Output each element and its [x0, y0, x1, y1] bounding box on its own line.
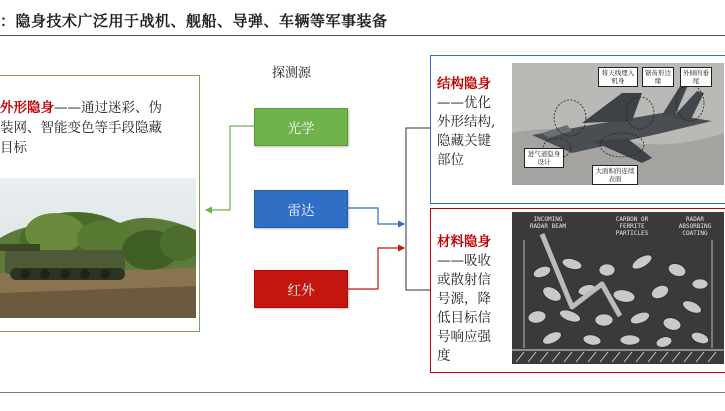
- optical-node: 光学: [254, 108, 348, 146]
- callout-embedded-antenna: 将天线埋入机身: [598, 67, 638, 87]
- infrared-node: 红外: [254, 270, 348, 308]
- material-line-4: 低目标信: [437, 310, 491, 326]
- shape-stealth-line2: 装网、智能变色等手段隐藏: [0, 120, 162, 136]
- shape-stealth-title: 外形隐身: [0, 100, 54, 116]
- material-stealth-text: [437, 233, 509, 366]
- shape-stealth-line1: ——通过迷彩、伪: [54, 100, 162, 116]
- callout-sawtooth-edge: 锯齿形边缘: [642, 67, 674, 87]
- radar-connector: [346, 208, 404, 224]
- material-line-5: 号响应强: [437, 329, 491, 345]
- callout-intake-design: 进气道隐身设计: [524, 148, 564, 168]
- radar-node: 雷达: [254, 190, 348, 228]
- material-stealth-title: 材料隐身: [437, 234, 491, 250]
- page-title: ：隐身技术广泛用于战机、舰船、导弹、车辆等军事装备: [0, 12, 388, 30]
- callout-canted-tails: 外倾的垂尾: [680, 67, 712, 87]
- detection-source-label: 探测源: [272, 66, 312, 81]
- bottom-divider: [0, 392, 725, 393]
- material-line-3: 号源，降: [437, 291, 491, 307]
- structure-line-4: 部位: [437, 152, 464, 168]
- structure-line-2: 外形结构,: [437, 114, 496, 130]
- structure-line-1: ——优化: [437, 95, 491, 111]
- callout-continuous-surface: 大面积的连续表面: [592, 165, 638, 185]
- label-radar-absorbing-coating: RADAR ABSORBING COATING: [678, 216, 712, 237]
- shape-stealth-line3: 目标: [0, 140, 27, 156]
- structure-stealth-text: [437, 75, 509, 170]
- structure-line-3: 隐藏关键: [437, 133, 491, 149]
- structure-stealth-title: 结构隐身: [437, 76, 491, 92]
- infrared-connector: [346, 248, 404, 289]
- label-carbon-ferrite-particles: CARBON OR FERRITE PARTICLES: [615, 216, 649, 237]
- optical-connector: [206, 126, 254, 210]
- material-line-6: 度: [437, 348, 451, 364]
- material-line-1: ——吸收: [437, 253, 491, 269]
- label-incoming-radar-beam: INCOMING RADAR BEAM: [529, 216, 567, 230]
- material-line-2: 或散射信: [437, 272, 491, 288]
- bracket-connector: [406, 128, 430, 290]
